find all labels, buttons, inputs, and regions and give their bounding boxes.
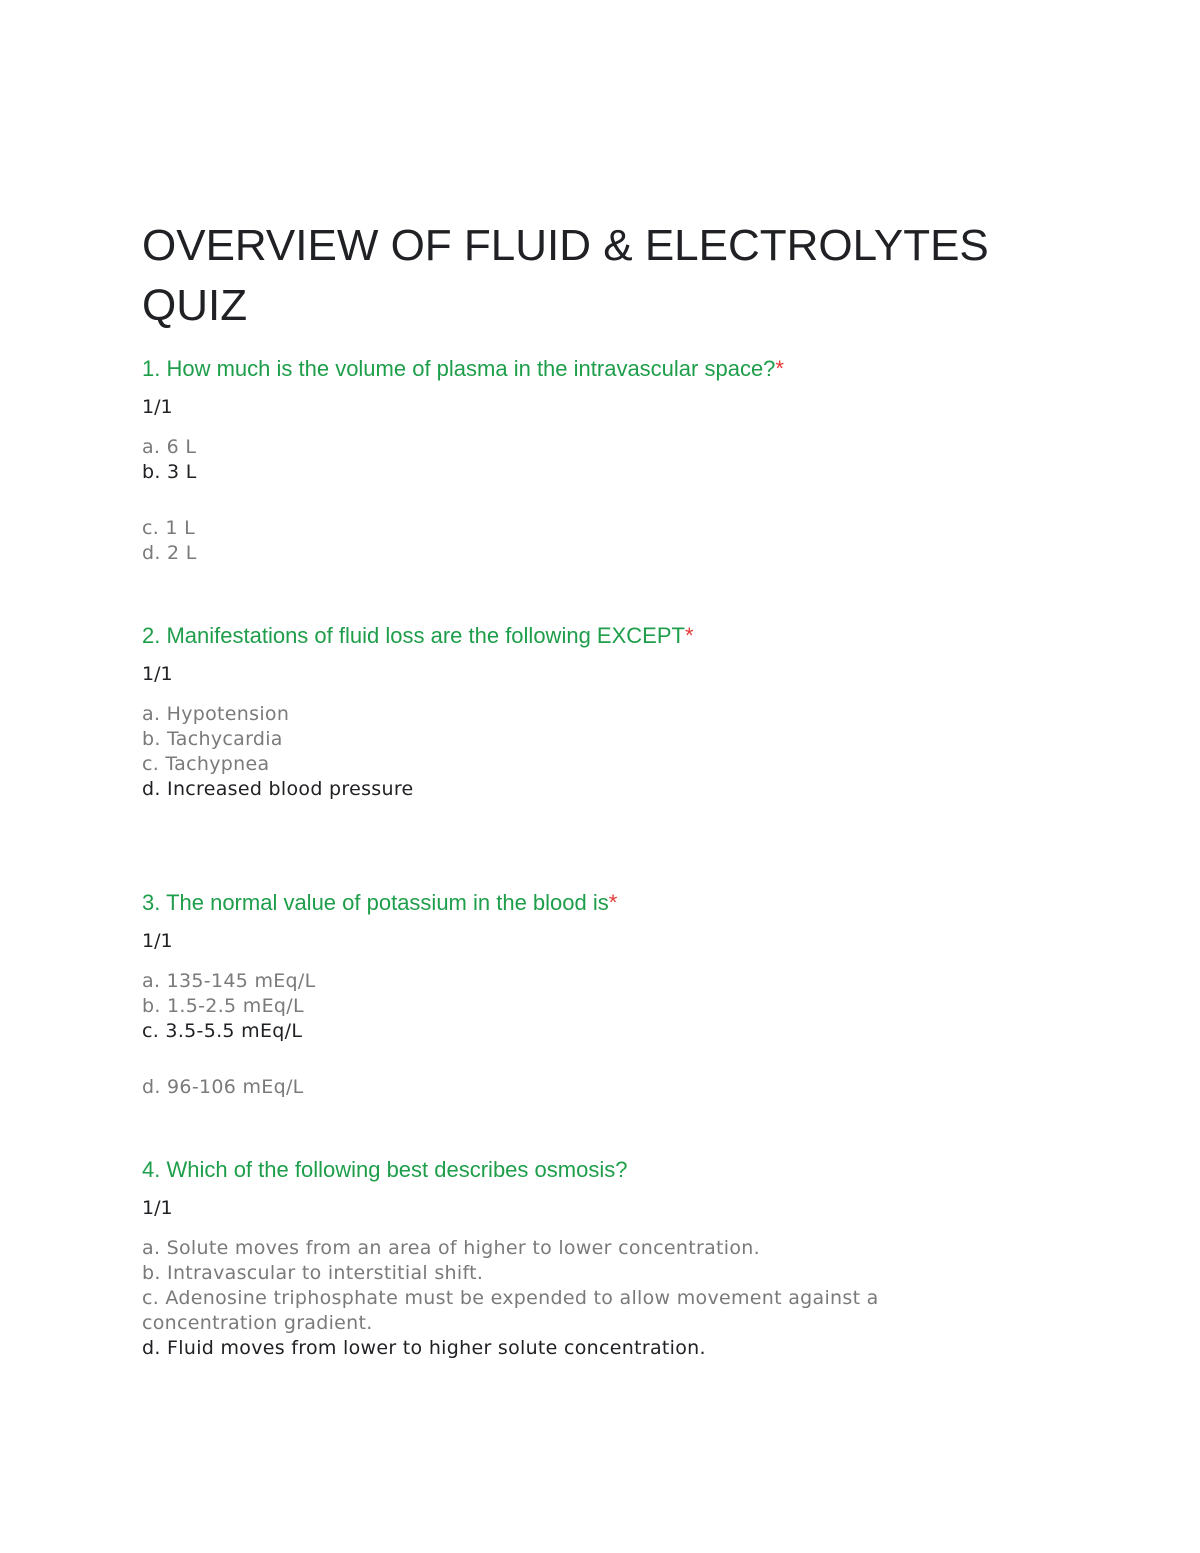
question-score: 1/1 (142, 396, 173, 418)
option-b: b. Intravascular to interstitial shift. (142, 1262, 484, 1284)
question-4 (142, 1156, 1082, 1361)
question-1 (142, 355, 1082, 566)
option-c: c. 1 L (142, 517, 196, 539)
option-c: c. Tachypnea (142, 753, 270, 775)
option-a: a. 6 L (142, 436, 197, 458)
option-c: c. Adenosine triphosphate must be expended to allow movement against a concentration gradient. (142, 1287, 879, 1334)
option-d: d. 2 L (142, 542, 197, 564)
question-text (142, 622, 1082, 650)
option-c: c. 3.5-5.5 mEq/L (142, 1020, 303, 1042)
question-text (142, 1156, 1082, 1184)
question-label: 2. Manifestations of fluid loss are the following EXCEPT (142, 623, 685, 648)
question-label: 3. The normal value of potassium in the blood is (142, 890, 609, 915)
question-score: 1/1 (142, 663, 173, 685)
question-label: 1. How much is the volume of plasma in the intravascular space? (142, 356, 776, 381)
answer-options (142, 1236, 982, 1361)
answer-options (142, 435, 1082, 566)
page-title: OVERVIEW OF FLUID & ELECTROLYTES QUIZ (142, 221, 989, 330)
option-d: d. Fluid moves from lower to higher solute concentration. (142, 1337, 706, 1359)
option-b: b. 3 L (142, 461, 197, 483)
question-score: 1/1 (142, 930, 173, 952)
option-d: d. 96-106 mEq/L (142, 1076, 304, 1098)
answer-options (142, 969, 1082, 1100)
question-label: 4. Which of the following best describes osmosis? (142, 1157, 628, 1182)
option-a: a. Solute moves from an area of higher to lower concentration. (142, 1237, 760, 1259)
question-3 (142, 889, 1082, 1100)
required-star: * (684, 623, 694, 648)
required-star: * (775, 356, 784, 381)
option-d: d. Increased blood pressure (142, 778, 414, 800)
option-b: b. Tachycardia (142, 728, 283, 750)
answer-options (142, 702, 1082, 802)
option-a: a. Hypotension (142, 703, 290, 725)
question-text (142, 889, 1082, 917)
question-2 (142, 622, 1082, 802)
option-b: b. 1.5-2.5 mEq/L (142, 995, 304, 1017)
question-text (142, 355, 1082, 383)
required-star: * (608, 890, 618, 915)
question-score: 1/1 (142, 1197, 173, 1219)
option-a: a. 135-145 mEq/L (142, 970, 316, 992)
